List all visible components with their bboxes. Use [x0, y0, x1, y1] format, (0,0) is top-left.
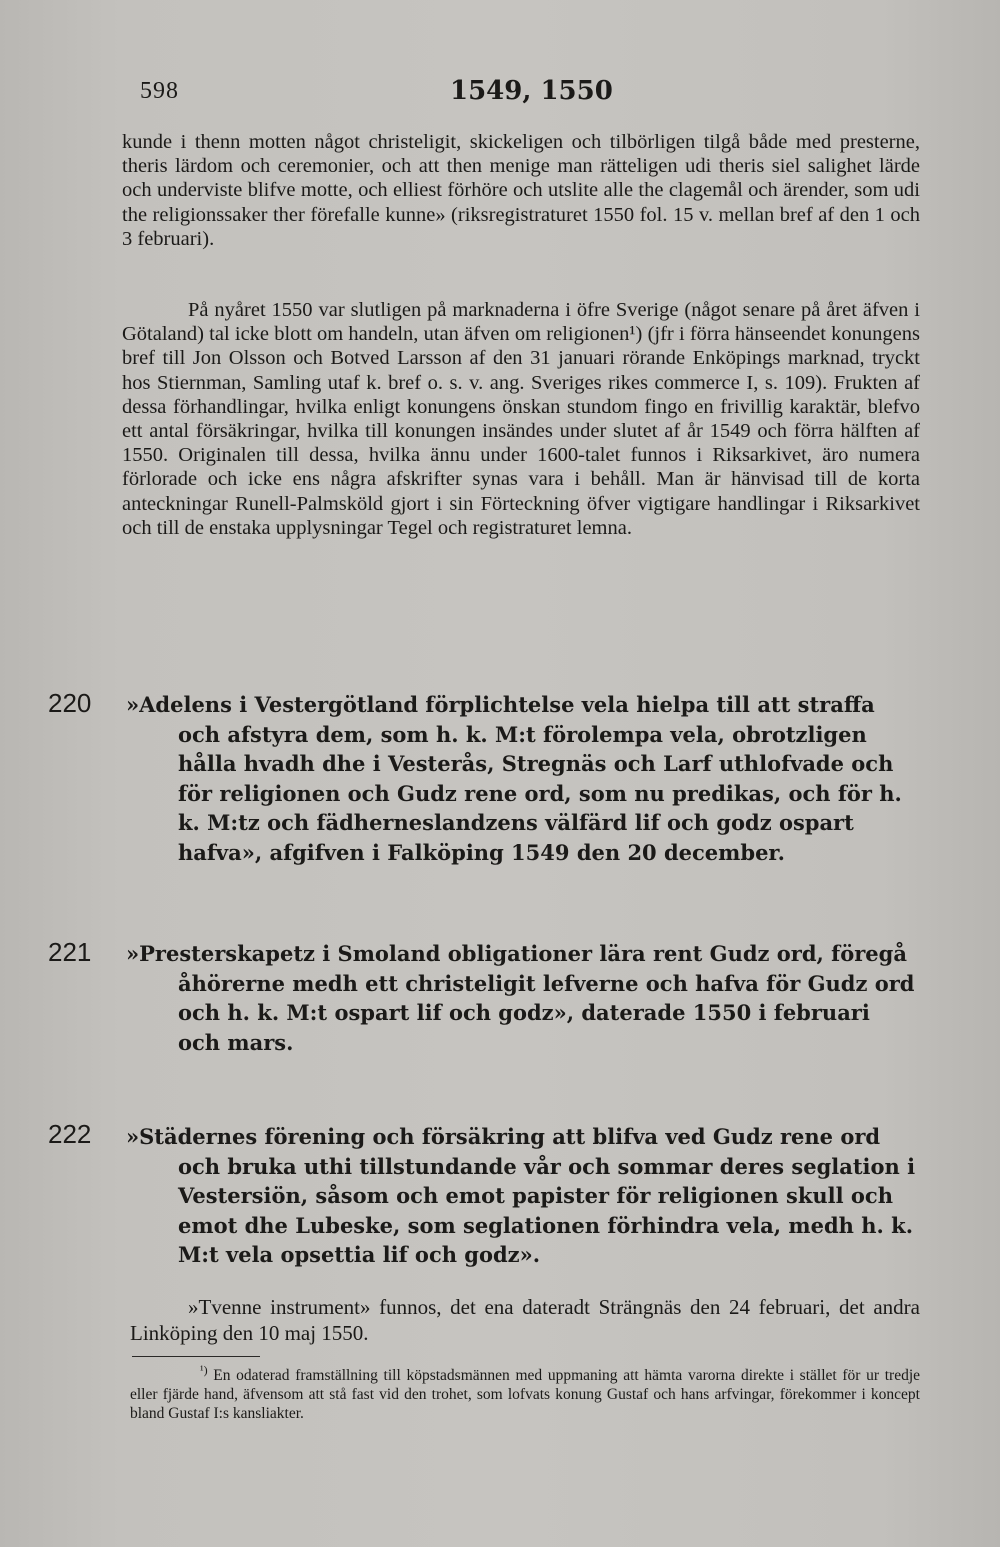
paragraph-new-year: På nyåret 1550 var slutligen på marknaderna i öfre Sverige (något senare på året äfven i Götaland) tal icke blott om handeln, utan äfven om religionen¹) (jfr i förra hänseendet konungens bref till Jon Olsson och Botved Larsson af den 31 januari rörande Enköpings marknad, tryckt hos Stiernman, Samling utaf k. bref o. s. v. ang. Sveriges rikes commerce I, s. 109). Frukten af dessa förhandlingar, hvilka enligt konungens önskan stundom fingo en frivillig karaktär, blefvo ett antal försäkringar, hvilka till konungen insändes under slutet af år 1549 och förra hälften af 1550. Originalen till dessa, hvilka ännu under 1600-talet funnos i Riksarkivet, äro numera förlorade och icke ens några afskrifter synas vara i behåll. Man är hänvisad till de korta anteckningar Runell-Palmsköld gjort i sin Förteckning öfver vigtigare handlingar i Riksarkivet och till de enstaka upplysningar Tegel och registraturet lemna.: [122, 299, 920, 539]
footnote-text: En odaterad framställning till köpstadsmännen med uppmaning att hämta varorna direkte i stället för ur tredje eller fjärde hand, äfvensom att stå fast vid den trohet, som lofvats konung Gustaf och hans arfvingar, förekommer i koncept bland Gustaf I:s kansliakter.: [130, 1367, 921, 1422]
entry-220-body: och afstyra dem, som h. k. M:t förolempa vela, obrotzligen hålla hvadh dhe i Vesterås, Stregnäs och Larf uthlofvade och för religionen och Gudz rene ord, som nu predikas, och för h. k. M:tz och fädherneslandzens välfärd lif och godz ospart hafva», afgifven i Falköping 1549 den 20 december.: [178, 721, 902, 865]
entry-221: [126, 939, 918, 1057]
entry-number-221: 221: [48, 937, 92, 967]
entry-222-first-line: »Städernes förening och försäkring att blifva ved Gudz rene ord: [126, 1124, 881, 1149]
entry-number-222: 222: [48, 1119, 92, 1149]
entry-221-first-line: »Presterskapetz i Smoland obligationer lära rent Gudz ord, föregå: [126, 941, 907, 966]
page-number: 598: [140, 78, 179, 104]
entry-220-first-line: »Adelens i Vestergötland förplichtelse vela hielpa till att straffa: [126, 692, 875, 717]
footnote-divider: [132, 1356, 260, 1357]
footnote: [130, 1362, 921, 1423]
entry-222-body: och bruka uthi tillstundande vår och sommar deres seglation i Vestersiön, såsom och emot papister för religionen skull och emot dhe Lubeske, som seglationen förhindra vela, medh h. k. M:t vela opsettia lif och godz».: [178, 1153, 916, 1267]
footnote-marker: ¹): [200, 1362, 208, 1377]
running-title: 1549, 1550: [450, 76, 613, 106]
instrument-note: »Tvenne instrument» funnos, det ena dateradt Strängnäs den 24 februari, det andra Linköping den 10 maj 1550.: [130, 1295, 920, 1345]
entry-221-body: åhörerne medh ett christeligit lefverne och hafva för Gudz ord och h. k. M:t ospart lif och godz», daterade 1550 i februari och mars.: [178, 970, 915, 1055]
paragraph-continuation: kunde i thenn motten något christeligit, skickeligen och tilbörligen tilgå både med presterne, theris lärdom och ceremonier, och att then menige man rätteligen udi theris siel salighet lärde och underviste blifve motte, och elliest förhöre och utslite alle the clagemål och ärender, som udi the religionssaker ther förefalle kunne» (riksregistraturet 1550 fol. 15 v. mellan bref af den 1 och 3 februari).: [122, 131, 920, 250]
page-header: [140, 78, 900, 118]
entry-number-220: 220: [48, 688, 92, 718]
entry-222: [126, 1122, 918, 1270]
entry-220: [126, 690, 918, 867]
